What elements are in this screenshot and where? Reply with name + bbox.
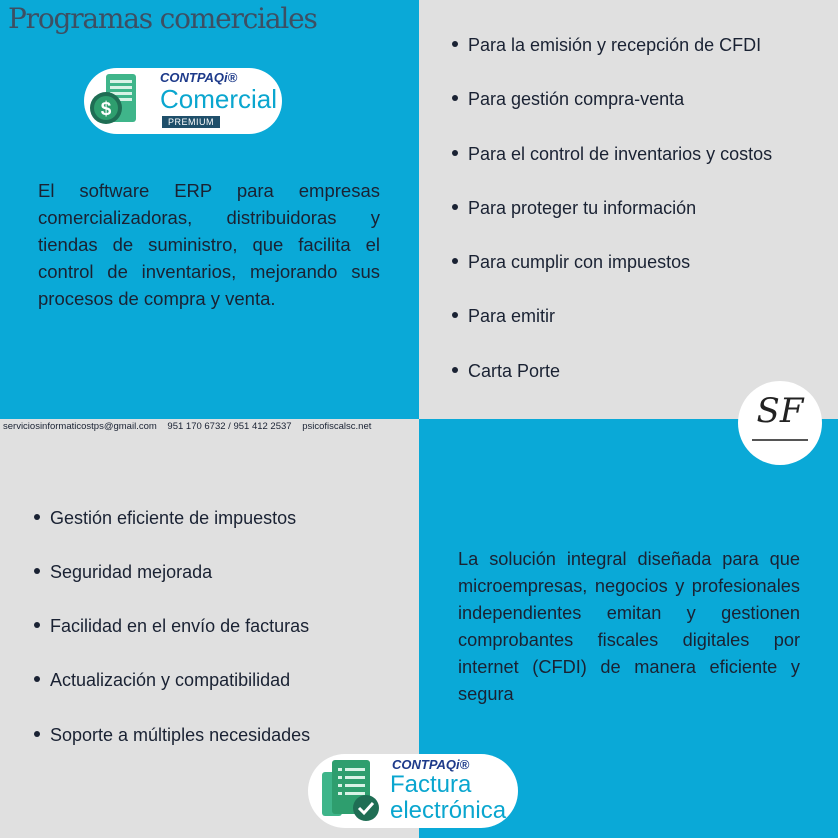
- bullet-icon: [34, 676, 40, 682]
- logo-tagline-line: [752, 439, 808, 441]
- comercial-description: El software ERP para empresas comercializadoras, distribuidoras y tiendas de suministro, que facilita el control de inventarios, mejorando sus procesos de compra y venta.: [38, 180, 380, 309]
- bullet-icon: [34, 731, 40, 737]
- list-item: Facilidad en el envío de facturas: [34, 616, 309, 637]
- list-item: Para proteger tu información: [452, 198, 696, 219]
- comercial-product-label: Comercial: [160, 84, 278, 114]
- factura-brand-label: CONTPAQi®: [392, 757, 470, 772]
- premium-badge: PREMIUM: [162, 116, 220, 128]
- invoice-check-icon: [316, 758, 386, 824]
- bullet-icon: [452, 95, 458, 101]
- comercial-product-icon: [88, 72, 148, 130]
- factura-description: La solución integral diseñada para que microempresas, negocios y profesionales independientes emitan y gestionen comprobantes fiscales digitales por internet (CFDI) de manera eficiente y segura: [458, 549, 800, 704]
- sf-monogram: SF: [756, 391, 804, 431]
- factura-product-line1: Factura: [390, 771, 472, 798]
- list-item: Para cumplir con impuestos: [452, 252, 690, 273]
- contpaqi-factura-logo: [308, 754, 518, 828]
- svg-text:$: $: [100, 99, 112, 120]
- bullet-icon: [452, 150, 458, 156]
- contact-info: [3, 421, 379, 432]
- list-item: Gestión eficiente de impuestos: [34, 508, 296, 529]
- sf-company-logo: [738, 381, 822, 465]
- bullet-icon: [452, 258, 458, 264]
- contact-phones: 951 170 6732 / 951 412 2537: [167, 421, 292, 432]
- bullet-icon: [452, 204, 458, 210]
- list-item: Soporte a múltiples necesidades: [34, 725, 310, 746]
- contact-email[interactable]: serviciosinformaticostps@gmail.com: [3, 421, 157, 432]
- list-item: Carta Porte: [452, 361, 560, 382]
- contpaqi-comercial-logo: [84, 68, 282, 134]
- bullet-icon: [34, 568, 40, 574]
- bullet-icon: [452, 312, 458, 318]
- contact-website[interactable]: psicofiscalsc.net: [302, 421, 372, 432]
- list-item: Seguridad mejorada: [34, 562, 212, 583]
- list-item: Para gestión compra-venta: [452, 89, 684, 110]
- list-item: Para emitir: [452, 306, 555, 327]
- bullet-icon: [34, 622, 40, 628]
- bullet-icon: [452, 367, 458, 373]
- list-item: Para la emisión y recepción de CFDI: [452, 35, 761, 56]
- comercial-brand-label: CONTPAQi®: [160, 70, 238, 85]
- page-title: Programas comerciales: [8, 2, 317, 35]
- list-item: Para el control de inventarios y costos: [452, 144, 772, 165]
- bullet-icon: [34, 514, 40, 520]
- list-item: Actualización y compatibilidad: [34, 670, 290, 691]
- factura-product-line2: electrónica: [390, 797, 507, 824]
- bullet-icon: [452, 41, 458, 47]
